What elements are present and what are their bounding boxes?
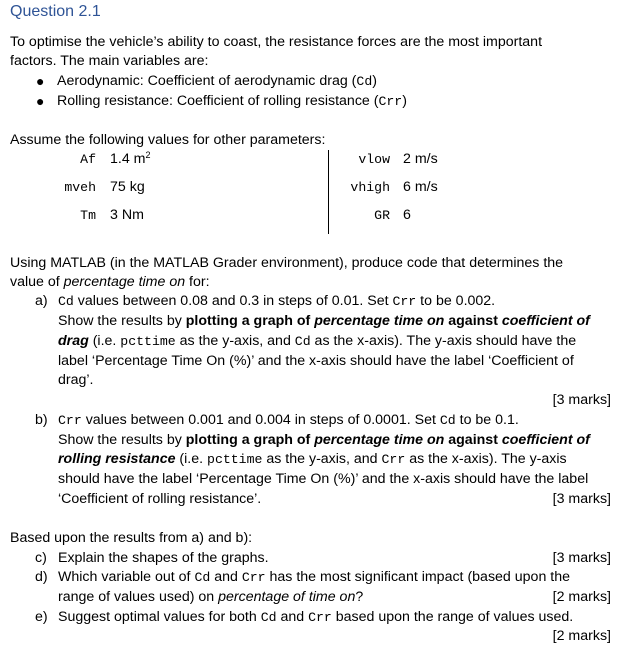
param-value-vhigh: 6 m/s [403,179,438,195]
based-upon-line: Based upon the results from a) and b): [10,530,253,546]
part-e-label: e) [35,609,48,625]
part-b-line-2: Show the results by plotting a graph of percentage time on against coefficient of [58,432,590,448]
part-e-marks: [2 marks] [552,628,611,644]
part-b-label: b) [35,412,48,428]
part-e-line-1: Suggest optimal values for both Cd and Crr based upon the range of values used. [58,609,574,625]
part-a-line-1: Cd values between 0.08 and 0.3 in steps of 0.01. Set Crr to be 0.002. [58,293,496,309]
part-a-marks: [3 marks] [552,392,611,408]
part-b-line-1: Crr values between 0.001 and 0.004 in steps of 0.0001. Set Cd to be 0.1. [58,412,519,428]
part-c-label: c) [35,550,47,566]
part-a-line-3: drag (i.e. pcttime as the y-axis, and Cd as the x-axis). The y-axis should have the [58,333,577,349]
using-line-2: value of percentage time on for: [10,274,210,290]
param-name-mveh: mveh [64,180,96,195]
assume-line: Assume the following values for other parameters: [10,132,326,148]
question-title: Question 2.1 [10,3,101,20]
part-d-line-1: Which variable out of Cd and Crr has the most significant impact (based upon the [58,569,570,585]
param-name-af: Af [80,152,96,167]
param-value-vlow: 2 m/s [403,151,438,167]
part-b-marks: [3 marks] [552,491,611,507]
intro-line-1: To optimise the vehicle’s ability to coast, the resistance forces are the most important [10,34,543,50]
using-line-1: Using MATLAB (in the MATLAB Grader environment), produce code that determines the [10,255,564,271]
part-a-line-2: Show the results by plotting a graph of percentage time on against coefficient of [58,313,590,329]
param-value-af: 1.4 $m^2$ [110,150,151,167]
part-b-line-5: ‘Coefficient of rolling resistance’. [58,491,262,507]
param-name-vlow: vlow [358,152,390,167]
param-name-vhigh: vhigh [350,180,390,195]
param-value-tm: 3 Nm [110,207,144,223]
bullet-item-rolling: Rolling resistance: Coefficient of rolling resistance (Crr) [57,93,407,109]
param-name-tm: Tm [80,208,96,223]
part-d-marks: [2 marks] [552,589,611,605]
bullet-dot-icon: ● [36,93,45,109]
intro-line-2: factors. The main variables are: [10,53,209,69]
param-value-mveh: 75 kg [110,179,145,195]
part-b-line-4: should have the label ‘Percentage Time On (%)’ and the x-axis should have the label [58,471,589,487]
part-d-line-2: range of values used) on percentage of time on? [58,589,364,605]
part-a-line-5: drag’. [58,372,94,388]
table-divider [328,150,329,234]
bullet-item-aerodynamic: Aerodynamic: Coefficient of aerodynamic drag (Cd) [57,73,377,89]
part-d-label: d) [35,569,48,585]
part-c-text: Explain the shapes of the graphs. [58,550,269,566]
bullet-dot-icon: ● [36,73,45,89]
part-a-label: a) [35,293,48,309]
part-a-line-4: label ‘Percentage Time On (%)’ and the x-axis should have the label ‘Coefficient of [58,353,574,369]
part-b-line-3: rolling resistance (i.e. pcttime as the y-axis, and Crr as the x-axis). The y-axis [58,451,567,467]
param-value-gr: 6 [403,207,411,223]
param-name-gr: GR [374,208,390,223]
part-c-marks: [3 marks] [552,550,611,566]
